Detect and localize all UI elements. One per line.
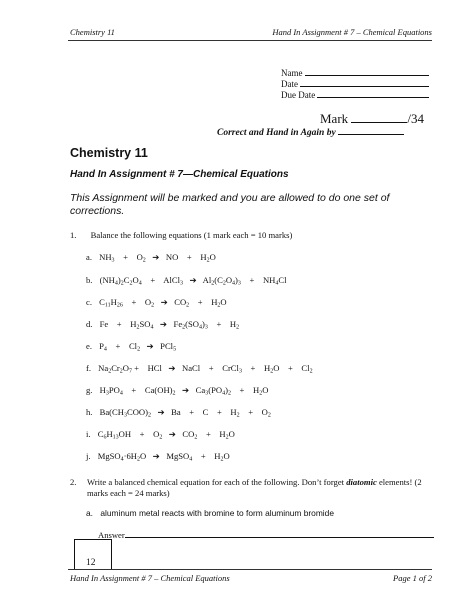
arrow-icon: ➔ — [168, 429, 176, 439]
equation-c-letter: c. — [86, 297, 92, 307]
equation-e-letter: e. — [86, 341, 92, 351]
score-box — [74, 539, 112, 570]
score-box-value: 12 — [86, 558, 96, 568]
equation-h: h. $Ba(CH_3COO)_2$ ➔ Ba + C + $H_2$ + $O_2$ — [86, 407, 271, 419]
mark-total: /34 — [407, 111, 425, 126]
arrow-icon: ➔ — [160, 297, 168, 307]
equation-g-letter: g. — [86, 385, 93, 395]
arrow-icon: ➔ — [157, 407, 165, 417]
mark-label: Mark — [320, 111, 349, 126]
equation-a-letter: a. — [86, 252, 92, 262]
header-left: Chemistry 11 — [70, 27, 115, 37]
equation-j-letter: j. — [86, 451, 91, 461]
equation-b: b. $(NH_4)_2C_2O_4$ + AlCl$_3$ ➔ $Al_2(C_2O_4)_3$ + $NH_4Cl$ — [86, 275, 287, 287]
header-rule — [68, 40, 432, 41]
date-input-line[interactable] — [300, 86, 429, 87]
question-2a-text: aluminum metal reacts with bromine to form aluminum bromide — [100, 508, 334, 518]
equation-i: i. $C_6H_{13}OH$ + $O_2$ ➔ $CO_2$ + $H_2O$ — [86, 429, 235, 441]
equation-i-letter: i. — [86, 429, 91, 439]
footer-right: Page 1 of 2 — [393, 573, 432, 583]
equation-b-letter: b. — [86, 275, 93, 285]
answer-label: Answer — [98, 530, 125, 540]
question-2-text-after: elements! (2 marks each = 24 marks) — [87, 477, 422, 498]
name-field[interactable] — [281, 68, 429, 79]
question-2 — [70, 477, 440, 499]
due-date-input-line[interactable] — [317, 97, 429, 98]
question-2-text-before: Write a balanced chemical equation for each of the following. Don’t forget — [87, 477, 345, 487]
student-fields — [281, 68, 429, 101]
equation-e: e. $P_4$ + $Cl_2$ ➔ PCl$_5$ — [86, 341, 177, 353]
name-input-line[interactable] — [305, 75, 429, 76]
arrow-icon: ➔ — [152, 451, 160, 461]
correct-by-line — [217, 128, 404, 138]
arrow-icon: ➔ — [168, 363, 176, 373]
date-label: Date — [281, 79, 298, 89]
question-2-number: 2. — [70, 477, 77, 487]
arrow-icon: ➔ — [182, 385, 190, 395]
name-label: Name — [281, 68, 303, 78]
question-1 — [70, 230, 292, 240]
equation-a: a. $NH_3$ + $O_2$ ➔ NO + $H_2O$ — [86, 252, 216, 264]
question-2-emphasis: diatomic — [346, 477, 377, 487]
intro-text: This Assignment will be marked and you are allowed to do one set of corrections. — [70, 192, 390, 217]
due-date-label: Due Date — [281, 90, 316, 100]
header-right: Hand In Assignment # 7 – Chemical Equations — [272, 27, 432, 37]
question-1-text: Balance the following equations (1 mark each = 10 marks) — [90, 230, 293, 240]
equation-j: j. $MgSO_4\cdot 6H_2O$ ➔ MgSO$_4$ + $H_2O$ — [86, 451, 230, 463]
answer-line — [98, 530, 434, 540]
question-2a — [86, 508, 334, 518]
page-title: Chemistry 11 — [70, 146, 148, 160]
equation-d-letter: d. — [86, 319, 93, 329]
arrow-icon: ➔ — [189, 275, 197, 285]
correct-by-input-line[interactable] — [338, 134, 404, 135]
equation-g: g. $H_3PO_4$ + $Ca(OH)_2$ ➔ $Ca_3(PO_4)_2$ + $H_2O$ — [86, 385, 269, 397]
due-date-field[interactable] — [281, 90, 429, 101]
equation-f: f. $Na_2Cr_2O_7$ + HCl ➔ NaCl + CrCl$_3$ + $H_2O$ + $Cl_2$ — [86, 363, 313, 375]
footer-rule — [68, 569, 432, 570]
footer-left: Hand In Assignment # 7 – Chemical Equations — [70, 573, 230, 583]
date-field[interactable] — [281, 79, 429, 90]
equation-d: d. Fe + $H_2SO_4$ ➔ $Fe_2(SO_4)_3$ + $H_2$ — [86, 319, 240, 331]
arrow-icon: ➔ — [146, 341, 154, 351]
answer-input-line[interactable] — [125, 537, 434, 538]
question-2a-letter: a. — [86, 508, 93, 518]
page-subtitle: Hand In Assignment # 7—Chemical Equations — [70, 169, 289, 180]
mark-line — [320, 111, 424, 127]
correct-by-label: Correct and Hand in Again by — [217, 128, 336, 138]
equation-c: c. $C_{11}H_{26}$ + $O_2$ ➔ $CO_2$ + $H_2O$ — [86, 297, 227, 309]
mark-input-line[interactable] — [351, 122, 407, 123]
arrow-icon: ➔ — [159, 319, 168, 329]
equation-h-letter: h. — [86, 407, 93, 417]
equation-f-letter: f. — [86, 363, 92, 373]
question-1-number: 1. — [70, 230, 77, 240]
arrow-icon: ➔ — [152, 252, 160, 262]
